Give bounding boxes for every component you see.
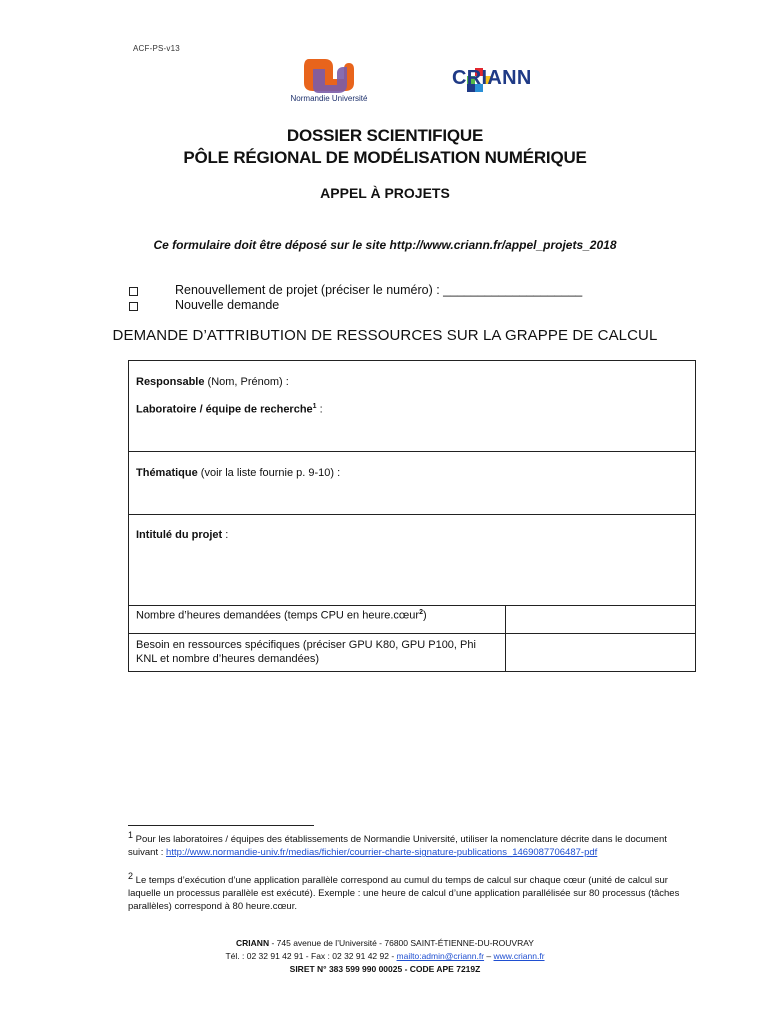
heures-input-cell[interactable] bbox=[506, 606, 694, 633]
form-divider bbox=[129, 514, 695, 515]
section-title: DEMANDE D’ATTRIBUTION DE RESSOURCES SUR LA GRAPPE DE CALCUL bbox=[112, 327, 658, 344]
intitule-colon: : bbox=[222, 529, 229, 541]
heures-label bbox=[136, 609, 427, 622]
thematique-hint: (voir la liste fournie p. 9-10) : bbox=[197, 467, 341, 479]
laboratoire-field[interactable] bbox=[136, 403, 323, 416]
normandie-universite-label: Normandie Université bbox=[290, 94, 368, 103]
footnote-2-text: Le temps d’exécution d’une application parallèle correspond au cumul du temps de calcul sur chaque cœur (unité de calcul sur laquelle un processus parallèle est exécuté). Exemple : une heure de calcul d’une application parallélisée sur 80 processus (tâches parallèles) correspond à 80 heure.cœur. bbox=[128, 875, 680, 913]
submission-notice: Ce formulaire doit être déposé sur le site http://www.criann.fr/appel_projets_2018 bbox=[153, 238, 617, 252]
laboratoire-colon: : bbox=[316, 403, 323, 416]
heures-text: Nombre d’heures demandées (temps CPU en heure.cœur bbox=[136, 609, 420, 622]
footnote-ref-2: 2 bbox=[419, 609, 423, 616]
renewal-checkbox[interactable] bbox=[129, 287, 138, 296]
heures-close: ) bbox=[422, 609, 427, 622]
footer-siret: SIRET N° 383 599 990 00025 - CODE APE 7219Z bbox=[289, 964, 481, 974]
footer-address bbox=[0, 937, 770, 950]
new-request-option-label: Nouvelle demande bbox=[175, 298, 280, 312]
footnote-separator bbox=[128, 825, 314, 826]
footnote-1-text: Pour les laboratoires / équipes des établissements de Normandie Université, utiliser la nomenclature décrite dans le document suivant : bbox=[128, 834, 667, 859]
title-line-2: PÔLE RÉGIONAL DE MODÉLISATION NUMÉRIQUE bbox=[183, 148, 587, 167]
besoin-line-1: Besoin en ressources spécifiques (préciser GPU K80, GPU P100, Phi bbox=[136, 639, 476, 651]
title-line-1: DOSSIER SCIENTIFIQUE bbox=[286, 126, 484, 145]
footer-address-text: - 745 avenue de l’Université - 76800 SAINT-ÉTIENNE-DU-ROUVRAY bbox=[269, 938, 534, 948]
request-form bbox=[128, 360, 696, 672]
document-reference: ACF-PS-v13 bbox=[133, 44, 180, 53]
intitule-field[interactable] bbox=[136, 529, 228, 541]
renewal-option-label: Renouvellement de projet (préciser le numéro) : ____________________ bbox=[175, 283, 583, 297]
responsable-field[interactable] bbox=[136, 376, 289, 388]
responsable-hint: (Nom, Prénom) : bbox=[204, 376, 289, 388]
besoin-label bbox=[136, 638, 500, 666]
footnote-2-number: 2 bbox=[128, 871, 134, 881]
form-divider bbox=[129, 451, 695, 452]
footnote-1-link[interactable]: http://www.normandie-univ.fr/medias/fichier/courrier-charte-signature-publications_1469087706487-pdf bbox=[166, 847, 598, 859]
footer-web-link[interactable]: www.criann.fr bbox=[493, 951, 545, 961]
thematique-field[interactable] bbox=[136, 467, 340, 479]
thematique-label: Thématique bbox=[136, 467, 198, 479]
footer-phone: Tél. : 02 32 91 42 91 - Fax : 02 32 91 42 92 - bbox=[225, 951, 397, 961]
footer-email-link[interactable]: mailto:admin@criann.fr bbox=[396, 951, 485, 961]
footer-separator: – bbox=[484, 951, 494, 961]
footnote-1 bbox=[128, 829, 694, 859]
besoin-input-cell[interactable] bbox=[506, 634, 694, 670]
besoin-line-2: KNL et nombre d’heures demandées) bbox=[136, 653, 320, 665]
footnote-2 bbox=[128, 870, 694, 913]
responsable-label: Responsable bbox=[136, 376, 205, 388]
new-request-checkbox[interactable] bbox=[129, 302, 138, 311]
footer-org: CRIANN bbox=[236, 938, 270, 948]
footnote-ref-1: 1 bbox=[312, 403, 317, 410]
footnote-1-number: 1 bbox=[128, 830, 134, 840]
intitule-label: Intitulé du projet bbox=[136, 529, 223, 541]
footer-contact bbox=[0, 950, 770, 963]
laboratoire-label: Laboratoire / équipe de recherche bbox=[136, 403, 313, 416]
title-line-3: APPEL À PROJETS bbox=[320, 185, 450, 201]
criann-logo-text: CRIANN bbox=[452, 67, 532, 89]
